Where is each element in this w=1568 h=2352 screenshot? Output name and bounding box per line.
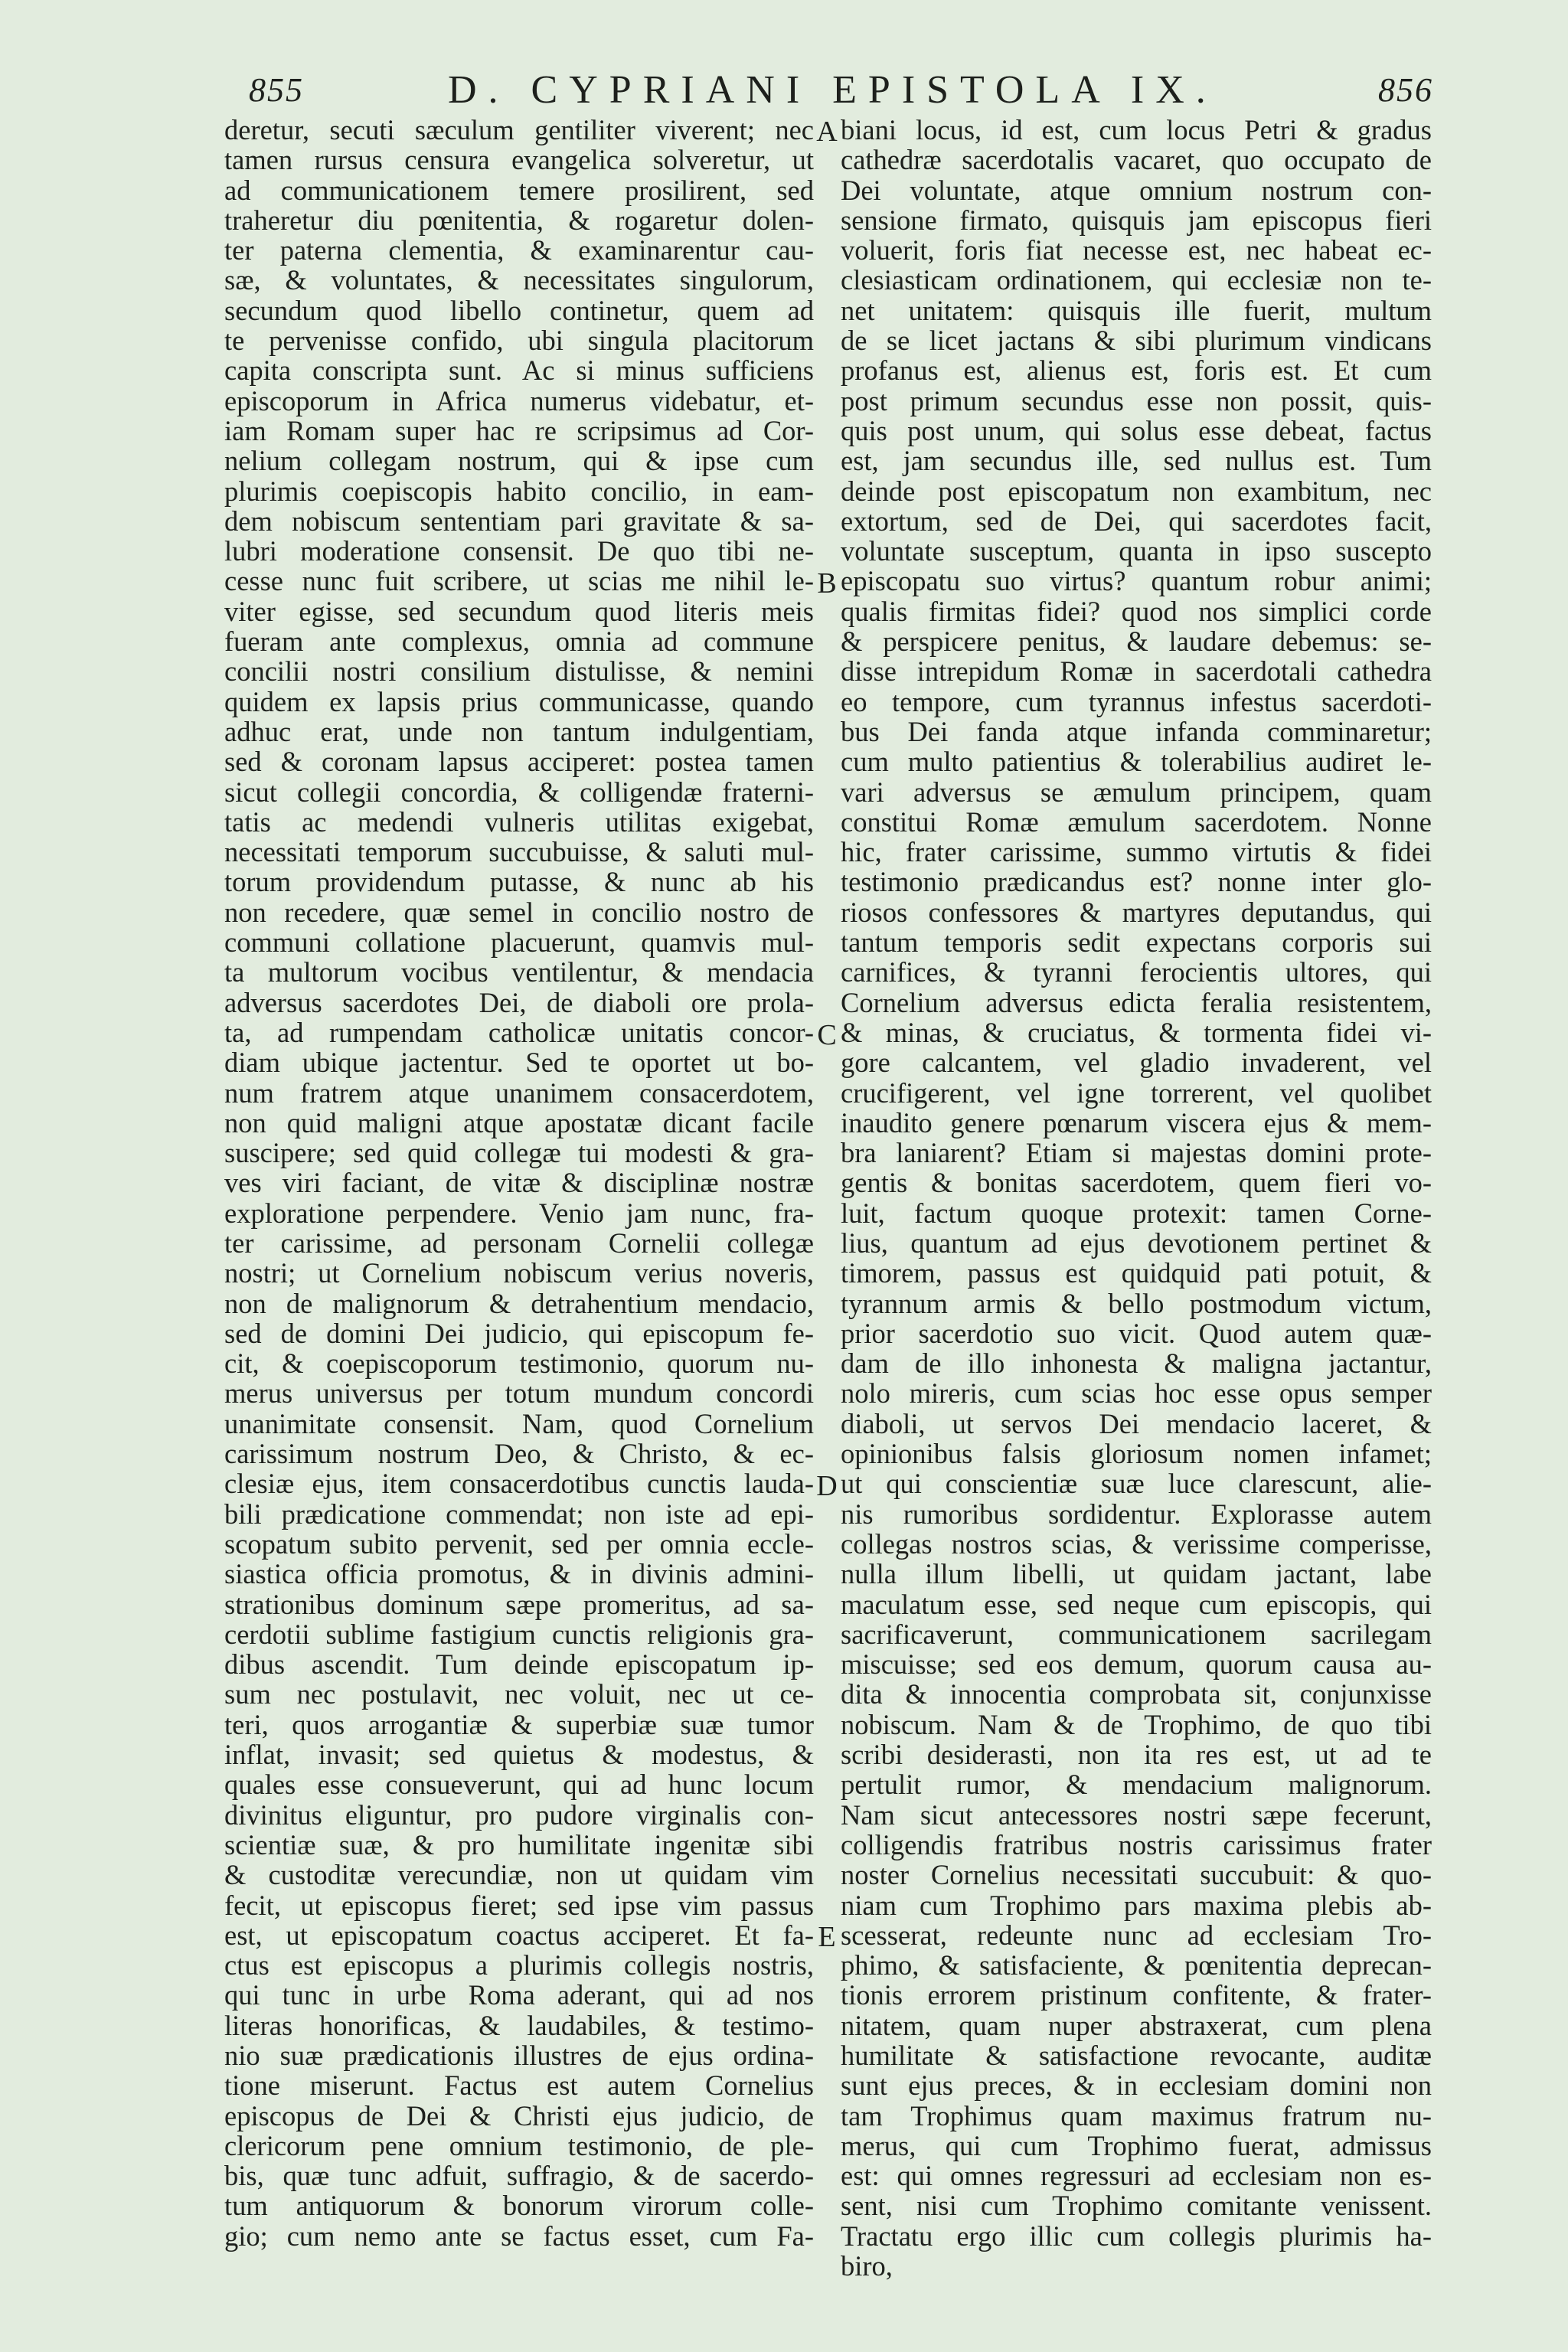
text-line: bus Dei fanda atque infanda comminaretur; [841, 715, 1432, 747]
text-line: & perspicere penitus, & laudare debemus: se- [841, 626, 1432, 658]
margin-letter-e: E [818, 1921, 836, 1953]
text-line: sum nec postulavit, nec voluit, nec ut ce- [224, 1678, 814, 1710]
text-line: te pervenisse confido, ubi singula placitorum [224, 325, 814, 357]
text-line: iam Romam super hac re scripsimus ad Cor- [224, 414, 814, 446]
text-line: cum multo patientius & tolerabilius audiret le- [841, 746, 1432, 778]
text-line: riosos confessores & martyres deputandus, qui [841, 896, 1432, 928]
text-line: est: qui omnes regressuri ad ecclesiam non es- [841, 2160, 1432, 2192]
text-line: diam ubique jactentur. Sed te oportet ut bo- [224, 1047, 814, 1079]
text-line: tyrannum armis & bello postmodum victum, [841, 1287, 1432, 1319]
text-line: fueram ante complexus, omnia ad commune [224, 626, 814, 658]
right-page-number: 856 [1378, 71, 1433, 109]
text-line: communi collatione placuerunt, quamvis mul- [224, 926, 814, 959]
text-line: Nam sicut antecessores nostri sæpe fecerunt, [841, 1798, 1432, 1831]
text-line: miscuisse; sed eos demum, quorum causa au- [841, 1648, 1432, 1681]
text-line: divinitus eliguntur, pro pudore virginalis con- [224, 1798, 814, 1831]
text-line: non recedere, quæ semel in concilio nostro de [224, 896, 814, 928]
text-line: episcopatu suo virtus? quantum robur animi; [841, 565, 1432, 597]
text-line: scientiæ suæ, & pro humilitate ingenitæ sibi [224, 1828, 814, 1860]
text-line: scribi desiderasti, non ita res est, ut ad te [841, 1739, 1432, 1771]
text-line: cathedræ sacerdotalis vacaret, quo occupato de [841, 144, 1432, 176]
text-line: opinionibus falsis gloriosum nomen infamet; [841, 1438, 1432, 1470]
text-line: plurimis coepiscopis habito concilio, in eam- [224, 475, 814, 507]
text-line: quidem ex lapsis prius communicasse, quando [224, 685, 814, 717]
text-line: strationibus dominum sæpe promeritus, ad sa- [224, 1588, 814, 1620]
text-line: luit, factum quoque protexit: tamen Corne- [841, 1197, 1432, 1229]
text-line: constitui Romæ æmulum sacerdotem. Nonne [841, 805, 1432, 838]
text-line: noster Cornelius necessitati succubuit: & quo- [841, 1859, 1432, 1891]
text-line: sensione firmato, quisquis jam episcopus fieri [841, 204, 1432, 236]
text-line: phimo, & satisfaciente, & pœnitentia deprecan- [841, 1949, 1432, 1981]
text-line: fecit, ut episcopus fieret; sed ipse vim passus [224, 1889, 814, 1921]
text-line: episcopus de Dei & Christi ejus judicio, de [224, 2099, 814, 2132]
text-line: literas honorificas, & laudabiles, & testimo- [224, 2009, 814, 2041]
text-line: ta, ad rumpendam catholicæ unitatis concor- [224, 1016, 814, 1048]
text-line: tatis ac medendi vulneris utilitas exigebat, [224, 805, 814, 838]
text-line: concilii nostri consilium distulisse, & nemini [224, 655, 814, 688]
text-line: sacrificaverunt, communicationem sacrilegam [841, 1618, 1432, 1650]
text-line: bili prædicatione commendat; non iste ad epi- [224, 1498, 814, 1530]
text-line: quis post unum, qui solus esse debeat, factus [841, 414, 1432, 446]
text-line: cit, & coepiscoporum testimonio, quorum nu- [224, 1348, 814, 1380]
margin-letter-b: B [817, 567, 837, 599]
text-line: adhuc erat, unde non tantum indulgentiam, [224, 715, 814, 747]
text-line: cesse nunc fuit scribere, ut scias me nihil le- [224, 565, 814, 597]
text-line: teri, quos arrogantiæ & superbiæ suæ tumor [224, 1708, 814, 1740]
text-line: sunt ejus preces, & in ecclesiam domini non [841, 2069, 1432, 2102]
text-line: sent, nisi cum Trophimo comitante venissent. [841, 2190, 1432, 2222]
text-line: dita & innocentia comprobata sit, conjunxisse [841, 1678, 1432, 1710]
text-line: biani locus, id est, cum locus Petri & gradus [841, 114, 1432, 145]
text-line: extortum, sed de Dei, qui sacerdotes facit, [841, 505, 1432, 537]
text-line: siastica officia promotus, & in divinis admini- [224, 1558, 814, 1590]
text-line: ter carissime, ad personam Cornelii collegæ [224, 1227, 814, 1259]
text-line: prior sacerdotio suo vicit. Quod autem quæ- [841, 1317, 1432, 1349]
text-line: deinde post episcopatum non exambitum, nec [841, 475, 1432, 507]
text-line: disse intrepidum Romæ in sacerdotali cathedra [841, 655, 1432, 688]
text-line: bra laniarent? Etiam si majestas domini prote- [841, 1137, 1432, 1169]
left-text-column [224, 115, 814, 2251]
text-line: tionis errorem pristinum confitente, & frater- [841, 1979, 1432, 2011]
text-line: tum antiquorum & bonorum virorum colle- [224, 2190, 814, 2222]
text-line: sed de domini Dei judicio, qui episcopum fe- [224, 1317, 814, 1349]
text-line: lius, quantum ad ejus devotionem pertinet & [841, 1227, 1432, 1259]
text-line: inflat, invasit; sed quietus & modestus, & [224, 1739, 814, 1771]
text-line: cerdotii sublime fastigium cunctis religionis gra- [224, 1618, 814, 1650]
left-page-number: 855 [249, 71, 304, 109]
text-line: viter egisse, sed secundum quod literis meis [224, 595, 814, 627]
text-line: niam cum Trophimo pars maxima plebis ab- [841, 1889, 1432, 1921]
text-line: hic, frater carissime, summo virtutis & fidei [841, 836, 1432, 868]
text-line: ut qui conscientiæ suæ luce clarescunt, alie- [841, 1468, 1432, 1500]
text-line: ter paterna clementia, & examinarentur cau- [224, 234, 814, 266]
text-line: net unitatem: quisquis ille fuerit, multum [841, 294, 1432, 326]
catchword: biro, [841, 2250, 893, 2282]
text-line: secundum quod libello continetur, quem ad [224, 294, 814, 326]
text-line: unanimitate consensit. Nam, quod Cornelium [224, 1407, 814, 1439]
text-line: nulla illum libelli, ut quidam jactant, labe [841, 1558, 1432, 1590]
text-line: maculatum esse, sed neque cum episcopis, qui [841, 1588, 1432, 1620]
text-line: timorem, passus est quidquid pati potuit, & [841, 1257, 1432, 1289]
text-line: Tractatu ergo illic cum collegis plurimis ha- [841, 2220, 1432, 2252]
margin-letter-d: D [816, 1470, 838, 1502]
text-line: Dei voluntate, atque omnium nostrum con- [841, 174, 1432, 206]
text-line: qualis firmitas fidei? quod nos simplici corde [841, 595, 1432, 627]
text-line: tam Trophimus quam maximus fratrum nu- [841, 2099, 1432, 2132]
text-line: torum providendum putasse, & nunc ab his [224, 866, 814, 898]
text-line: colligendis fratribus nostris carissimus frater [841, 1828, 1432, 1860]
margin-letter-a: A [816, 116, 838, 148]
text-line: clesiæ ejus, item consacerdotibus cunctis lauda- [224, 1468, 814, 1500]
text-line: exploratione perpendere. Venio jam nunc, fra- [224, 1197, 814, 1229]
text-line: necessitati temporum succubuisse, & saluti mul- [224, 836, 814, 868]
text-line: scopatum subito pervenit, sed per omnia eccle- [224, 1527, 814, 1560]
text-line: nio suæ prædicationis illustres de ejus ordina- [224, 2040, 814, 2071]
text-line: deretur, secuti sæculum gentiliter viverent; nec [224, 114, 814, 145]
text-line: sæ, & voluntates, & necessitates singulorum, [224, 264, 814, 296]
text-line: merus universus per totum mundum concordi [224, 1377, 814, 1410]
text-line: voluntate susceptum, quanta in ipso suscepto [841, 535, 1432, 567]
text-line: vari adversus se æmulum principem, quam [841, 776, 1432, 808]
text-line: nostri; ut Cornelium nobiscum verius noveris, [224, 1257, 814, 1289]
text-line: dam de illo inhonesta & maligna jactantur, [841, 1348, 1432, 1380]
text-line: scesserat, redeunte nunc ad ecclesiam Tro- [841, 1919, 1432, 1951]
text-line: num fratrem atque unanimem consacerdotem, [224, 1076, 814, 1109]
text-line: dem nobiscum sententiam pari gravitate & sa- [224, 505, 814, 537]
text-line: ves viri faciant, de vitæ & disciplinæ nostræ [224, 1167, 814, 1199]
text-line: ad communicationem temere prosilirent, sed [224, 174, 814, 206]
text-line: Cornelium adversus edicta feralia resistentem, [841, 986, 1432, 1018]
text-line: voluerit, foris fiat necesse est, nec habeat ec- [841, 234, 1432, 266]
text-line: dibus ascendit. Tum deinde episcopatum ip- [224, 1648, 814, 1681]
text-line: non quid maligni atque apostatæ dicant facile [224, 1106, 814, 1138]
right-text-column [841, 115, 1432, 2281]
text-line: de se licet jactans & sibi plurimum vindicans [841, 325, 1432, 357]
text-line: nolo mireris, cum scias hoc esse opus semper [841, 1377, 1432, 1410]
text-line: collegas nostros scias, & verissime comperisse, [841, 1527, 1432, 1560]
text-line: nitatem, quam nuper abstraxerat, cum plena [841, 2009, 1432, 2041]
text-line: tamen rursus censura evangelica solveretur, ut [224, 144, 814, 176]
text-line: est, ut episcopatum coactus acciperet. Et fa- [224, 1919, 814, 1951]
text-line: & custoditæ verecundiæ, non ut quidam vim [224, 1859, 814, 1891]
text-line: eo tempore, cum tyrannus infestus sacerdoti- [841, 685, 1432, 717]
text-line: lubri moderatione consensit. De quo tibi ne- [224, 535, 814, 567]
text-line: carnifices, & tyranni ferocientis ultores, qui [841, 956, 1432, 988]
text-line: inaudito genere pœnarum viscera ejus & mem- [841, 1106, 1432, 1138]
text-line: qui tunc in urbe Roma aderant, qui ad nos [224, 1979, 814, 2011]
text-line: tantum temporis sedit expectans corporis sui [841, 926, 1432, 959]
text-line: est, jam secundus ille, sed nullus est. Tum [841, 445, 1432, 477]
text-line: nobiscum. Nam & de Trophimo, de quo tibi [841, 1708, 1432, 1740]
text-line: adversus sacerdotes Dei, de diaboli ore prola- [224, 986, 814, 1018]
text-line: humilitate & satisfactione revocante, auditæ [841, 2040, 1432, 2071]
text-line: & minas, & cruciatus, & tormenta fidei vi- [841, 1016, 1432, 1048]
text-line: crucifigerent, vel igne torrerent, vel quolibet [841, 1076, 1432, 1109]
text-line: sed & coronam lapsus acciperet: postea tamen [224, 746, 814, 778]
text-line: merus, qui cum Trophimo fuerat, admissus [841, 2129, 1432, 2161]
text-line: post primum secundus esse non possit, quis- [841, 384, 1432, 416]
text-line: sicut collegii concordia, & colligendæ fraterni- [224, 776, 814, 808]
text-line: diaboli, ut servos Dei mendacio laceret, & [841, 1407, 1432, 1439]
text-line: testimonio prædicandus est? nonne inter glo- [841, 866, 1432, 898]
text-line: suscipere; sed quid collegæ tui modesti & gra- [224, 1137, 814, 1169]
text-line: gio; cum nemo ante se factus esset, cum Fa- [224, 2220, 814, 2252]
text-line: profanus est, alienus est, foris est. Et cum [841, 354, 1432, 387]
text-line: non de malignorum & detrahentium mendacio, [224, 1287, 814, 1319]
margin-letter-c: C [817, 1019, 837, 1051]
text-line: ta multorum vocibus ventilentur, & mendacia [224, 956, 814, 988]
text-line: pertulit rumor, & mendacium malignorum. [841, 1769, 1432, 1801]
text-line: clesiasticam ordinationem, qui ecclesiæ non te- [841, 264, 1432, 296]
epistle-title: D. CYPRIANI EPISTOLA IX. [448, 68, 1217, 112]
text-line: quales esse consueverunt, qui ad hunc locum [224, 1769, 814, 1801]
text-line: nelium collegam nostrum, qui & ipse cum [224, 445, 814, 477]
text-line: traheretur diu pœnitentia, & rogaretur dolen- [224, 204, 814, 236]
text-line: clericorum pene omnium testimonio, de ple- [224, 2129, 814, 2161]
text-line: tione miserunt. Factus est autem Cornelius [224, 2069, 814, 2102]
text-line: episcoporum in Africa numerus videbatur, et- [224, 384, 814, 416]
text-line: ctus est episcopus a plurimis collegis nostris, [224, 1949, 814, 1981]
text-line: nis rumoribus sordidentur. Explorasse autem [841, 1498, 1432, 1530]
text-line: bis, quæ tunc adfuit, suffragio, & de sacerdo- [224, 2160, 814, 2192]
text-line: gore calcantem, vel gladio invaderent, vel [841, 1047, 1432, 1079]
text-line: gentis & bonitas sacerdotem, quem fieri vo- [841, 1167, 1432, 1199]
text-line: carissimum nostrum Deo, & Christo, & ec- [224, 1438, 814, 1470]
text-line: capita conscripta sunt. Ac si minus sufficiens [224, 354, 814, 387]
